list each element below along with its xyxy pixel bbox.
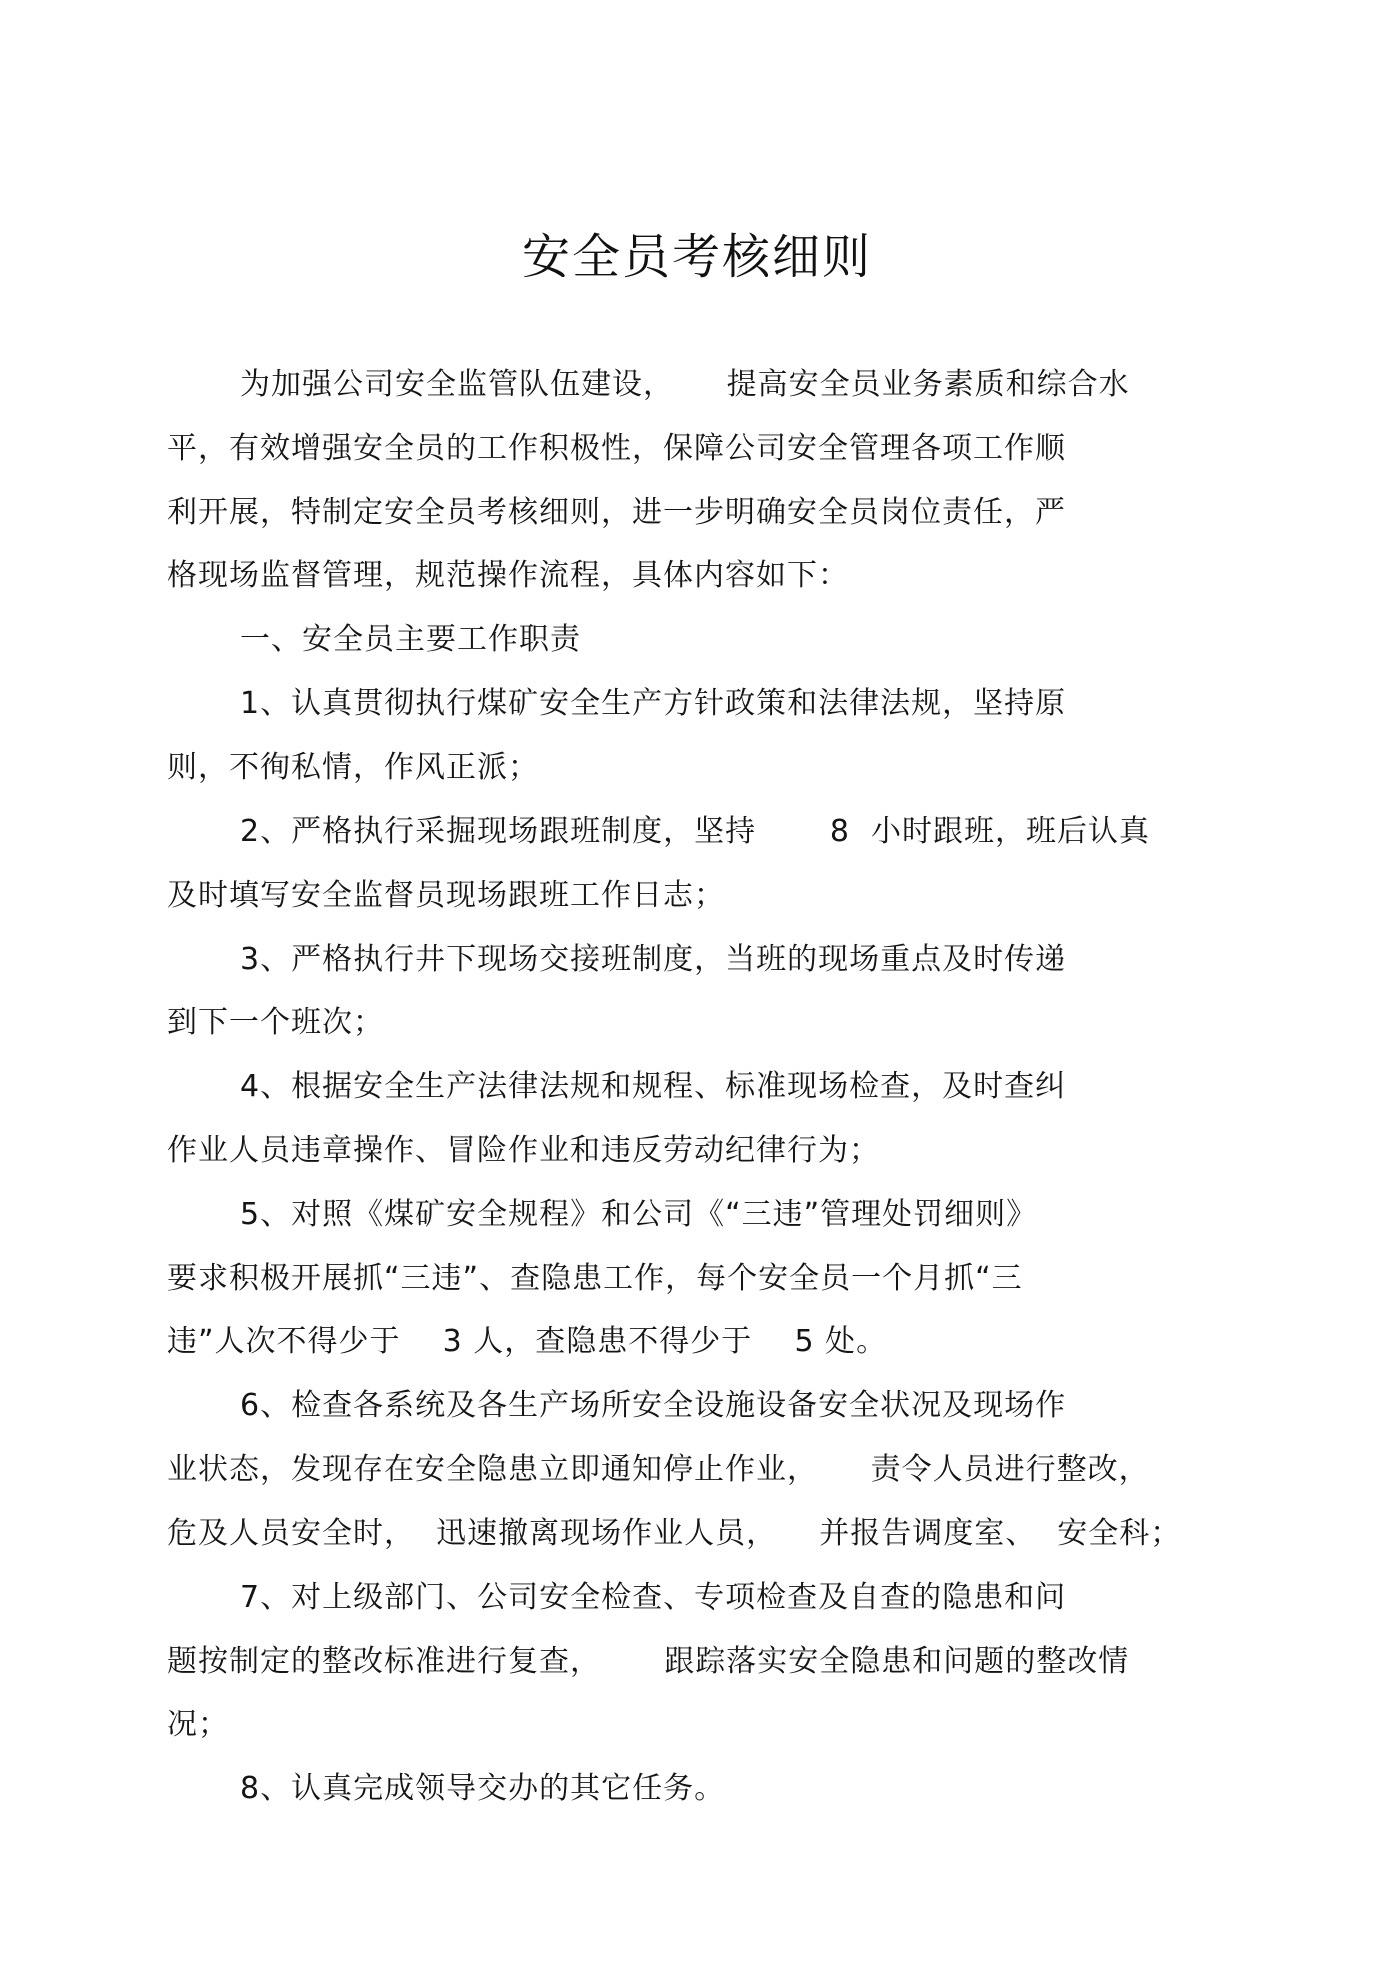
paragraph-intro-line-3: 利开展，特制定安全员考核细则，进一步明确安全员岗位责任，严 bbox=[167, 495, 1066, 530]
item-4-line-1: 4、根据安全生产法律法规和规程、标准现场检查，及时查纠 bbox=[240, 1069, 1067, 1104]
document-title: 安全员考核细则 bbox=[521, 229, 872, 285]
item-4-line-2: 作业人员违章操作、冒险作业和违反劳动纪律行为； bbox=[167, 1133, 880, 1168]
item-6-line-1: 6、检查各系统及各生产场所安全设施设备安全状况及现场作 bbox=[240, 1388, 1067, 1423]
item-3-line-2: 到下一个班次； bbox=[167, 1005, 384, 1040]
item-7-line-1: 7、对上级部门、公司安全检查、专项检查及自查的隐患和问 bbox=[240, 1580, 1067, 1615]
item-5-line-2: 要求积极开展抓“三违”、查隐患工作，每个安全员一个月抓“三 bbox=[167, 1261, 1023, 1296]
item-1-line-1: 1、认真贯彻执行煤矿安全生产方针政策和法律法规，坚持原 bbox=[240, 686, 1067, 721]
item-5-line-1: 5、对照《煤矿安全规程》和公司《“三违”管理处罚细则》 bbox=[240, 1197, 1038, 1232]
section-heading: 一、安全员主要工作职责 bbox=[240, 622, 581, 657]
item-7-line-2: 题按制定的整改标准进行复查， 跟踪落实安全隐患和问题的整改情 bbox=[167, 1644, 1130, 1679]
item-5-line-3: 违”人次不得少于 3 人，查隐患不得少于 5 处。 bbox=[167, 1324, 888, 1359]
item-1-line-2: 则，不徇私情，作风正派； bbox=[167, 750, 539, 785]
paragraph-intro-line-2: 平，有效增强安全员的工作积极性，保障公司安全管理各项工作顺 bbox=[167, 431, 1066, 466]
item-6-line-2: 业状态，发现存在安全隐患立即通知停止作业， 责令人员进行整改， bbox=[167, 1452, 1150, 1487]
item-7-line-3: 况； bbox=[167, 1707, 229, 1742]
item-2-line-1: 2、严格执行采掘现场跟班制度，坚持 8 小时跟班，班后认真 bbox=[240, 814, 1150, 849]
item-3-line-1: 3、严格执行井下现场交接班制度，当班的现场重点及时传递 bbox=[240, 942, 1067, 977]
item-8-line-1: 8、认真完成领导交办的其它任务。 bbox=[240, 1771, 726, 1806]
paragraph-intro-line-4: 格现场监督管理，规范操作流程，具体内容如下： bbox=[167, 558, 849, 593]
item-6-line-3: 危及人员安全时， 迅速撤离现场作业人员， 并报告调度室、 安全科； bbox=[167, 1516, 1182, 1551]
item-2-line-2: 及时填写安全监督员现场跟班工作日志； bbox=[167, 878, 725, 913]
paragraph-intro-line-1: 为加强公司安全监管队伍建设， 提高安全员业务素质和综合水 bbox=[240, 367, 1130, 402]
